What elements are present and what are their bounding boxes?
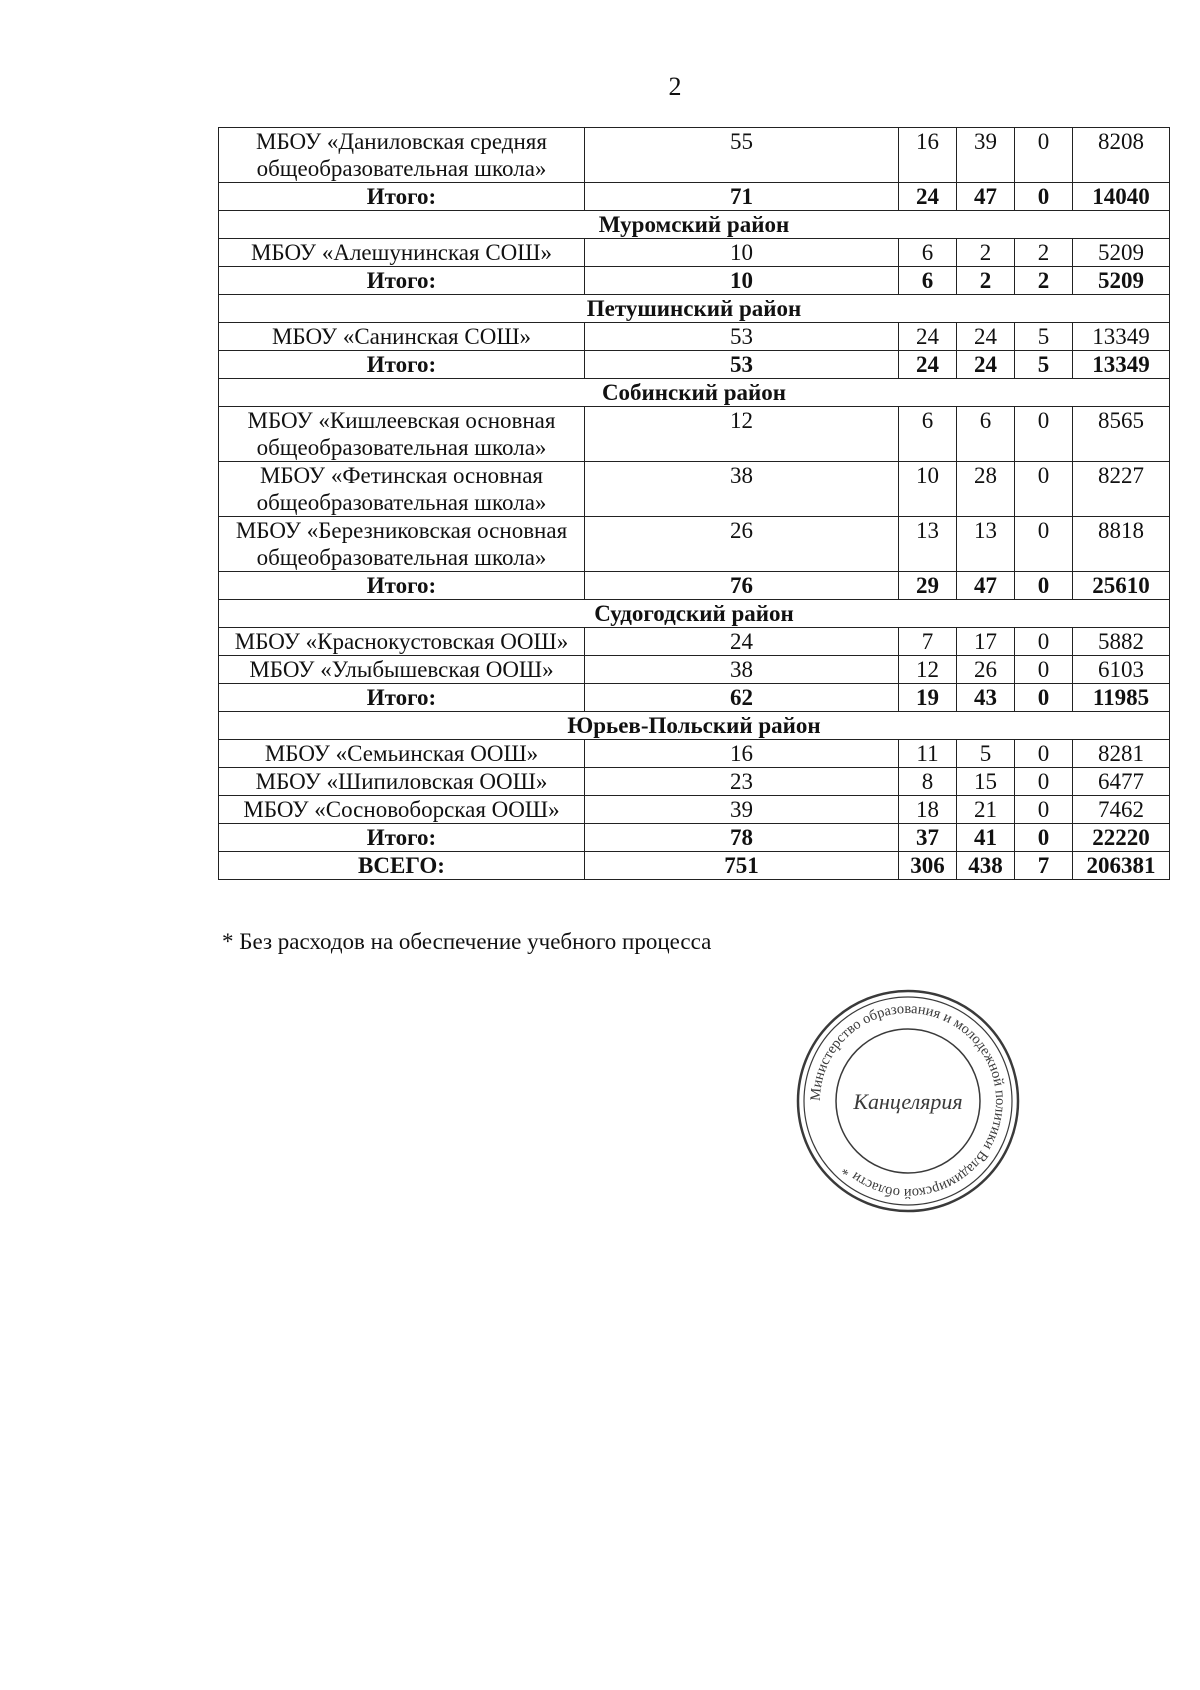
count-col3-cell: 47 bbox=[957, 572, 1015, 600]
footnote: * Без расходов на обеспечение учебного процесса bbox=[222, 929, 712, 954]
count-col4-cell: 0 bbox=[1015, 517, 1073, 572]
amount-cell: 8227 bbox=[1073, 462, 1170, 517]
amount-cell: 14040 bbox=[1073, 183, 1170, 211]
count-total-cell: 78 bbox=[585, 824, 899, 852]
amount-cell: 206381 bbox=[1073, 852, 1170, 880]
count-col2-cell: 10 bbox=[899, 462, 957, 517]
count-col4-cell: 2 bbox=[1015, 239, 1073, 267]
count-col2-cell: 6 bbox=[899, 267, 957, 295]
count-col4-cell: 5 bbox=[1015, 351, 1073, 379]
count-col2-cell: 7 bbox=[899, 628, 957, 656]
count-col3-cell: 41 bbox=[957, 824, 1015, 852]
school-name-cell: Итого: bbox=[219, 572, 585, 600]
count-total-cell: 53 bbox=[585, 323, 899, 351]
school-name-cell: МБОУ «Даниловская средняя общеобразовательная школа» bbox=[219, 128, 585, 183]
count-total-cell: 53 bbox=[585, 351, 899, 379]
school-name-cell: Итого: bbox=[219, 824, 585, 852]
table-row bbox=[219, 462, 1170, 517]
table-row bbox=[219, 407, 1170, 462]
table-row bbox=[219, 768, 1170, 796]
school-name-cell: МБОУ «Сосновоборская ООШ» bbox=[219, 796, 585, 824]
amount-cell: 5209 bbox=[1073, 239, 1170, 267]
count-col2-cell: 24 bbox=[899, 351, 957, 379]
table-row bbox=[219, 323, 1170, 351]
count-col3-cell: 6 bbox=[957, 407, 1015, 462]
schools-table bbox=[218, 127, 1170, 880]
region-name: Судогодский район bbox=[219, 600, 1170, 628]
school-name-cell: Итого: bbox=[219, 183, 585, 211]
total-row bbox=[219, 351, 1170, 379]
school-name-cell: МБОУ «Кишлеевская основная общеобразовательная школа» bbox=[219, 407, 585, 462]
total-row bbox=[219, 183, 1170, 211]
school-name-cell: МБОУ «Фетинская основная общеобразовательная школа» bbox=[219, 462, 585, 517]
school-name-cell: МБОУ «Березниковская основная общеобразовательная школа» bbox=[219, 517, 585, 572]
amount-cell: 13349 bbox=[1073, 323, 1170, 351]
count-col3-cell: 26 bbox=[957, 656, 1015, 684]
amount-cell: 11985 bbox=[1073, 684, 1170, 712]
count-col4-cell: 0 bbox=[1015, 796, 1073, 824]
count-col3-cell: 28 bbox=[957, 462, 1015, 517]
count-col2-cell: 24 bbox=[899, 323, 957, 351]
school-name-cell: МБОУ «Семьинская ООШ» bbox=[219, 740, 585, 768]
count-col3-cell: 24 bbox=[957, 351, 1015, 379]
count-col2-cell: 8 bbox=[899, 768, 957, 796]
table-row bbox=[219, 796, 1170, 824]
office-stamp bbox=[792, 985, 1024, 1217]
region-name: Юрьев-Польский район bbox=[219, 712, 1170, 740]
total-row bbox=[219, 684, 1170, 712]
count-total-cell: 16 bbox=[585, 740, 899, 768]
count-col3-cell: 21 bbox=[957, 796, 1015, 824]
count-total-cell: 26 bbox=[585, 517, 899, 572]
table-row bbox=[219, 656, 1170, 684]
region-header-row bbox=[219, 600, 1170, 628]
region-header-row bbox=[219, 295, 1170, 323]
count-col2-cell: 6 bbox=[899, 407, 957, 462]
amount-cell: 13349 bbox=[1073, 351, 1170, 379]
count-col3-cell: 39 bbox=[957, 128, 1015, 183]
amount-cell: 7462 bbox=[1073, 796, 1170, 824]
count-total-cell: 10 bbox=[585, 239, 899, 267]
count-col2-cell: 16 bbox=[899, 128, 957, 183]
school-name-cell: Итого: bbox=[219, 684, 585, 712]
count-total-cell: 23 bbox=[585, 768, 899, 796]
total-row bbox=[219, 852, 1170, 880]
count-total-cell: 76 bbox=[585, 572, 899, 600]
amount-cell: 8565 bbox=[1073, 407, 1170, 462]
count-col3-cell: 24 bbox=[957, 323, 1015, 351]
count-col3-cell: 13 bbox=[957, 517, 1015, 572]
count-col2-cell: 12 bbox=[899, 656, 957, 684]
count-col4-cell: 7 bbox=[1015, 852, 1073, 880]
amount-cell: 25610 bbox=[1073, 572, 1170, 600]
count-col4-cell: 2 bbox=[1015, 267, 1073, 295]
count-total-cell: 24 bbox=[585, 628, 899, 656]
school-name-cell: МБОУ «Краснокустовская ООШ» bbox=[219, 628, 585, 656]
count-total-cell: 55 bbox=[585, 128, 899, 183]
school-name-cell: МБОУ «Улыбышевская ООШ» bbox=[219, 656, 585, 684]
count-col4-cell: 0 bbox=[1015, 824, 1073, 852]
table-body bbox=[219, 128, 1170, 880]
school-name-cell: МБОУ «Санинская СОШ» bbox=[219, 323, 585, 351]
amount-cell: 22220 bbox=[1073, 824, 1170, 852]
count-total-cell: 38 bbox=[585, 462, 899, 517]
count-col4-cell: 5 bbox=[1015, 323, 1073, 351]
count-total-cell: 62 bbox=[585, 684, 899, 712]
count-total-cell: 751 bbox=[585, 852, 899, 880]
table-row bbox=[219, 628, 1170, 656]
school-name-cell: МБОУ «Шипиловская ООШ» bbox=[219, 768, 585, 796]
count-col2-cell: 6 bbox=[899, 239, 957, 267]
count-col3-cell: 47 bbox=[957, 183, 1015, 211]
school-name-cell: Итого: bbox=[219, 267, 585, 295]
count-total-cell: 12 bbox=[585, 407, 899, 462]
count-col4-cell: 0 bbox=[1015, 656, 1073, 684]
school-name-cell: ВСЕГО: bbox=[219, 852, 585, 880]
count-col4-cell: 0 bbox=[1015, 768, 1073, 796]
table-row bbox=[219, 740, 1170, 768]
amount-cell: 8818 bbox=[1073, 517, 1170, 572]
count-col4-cell: 0 bbox=[1015, 128, 1073, 183]
stamp-ring-text: Министерство образования и молодежной политики Владимирской области * bbox=[807, 1000, 1009, 1202]
region-header-row bbox=[219, 379, 1170, 407]
page-number: 2 bbox=[668, 72, 682, 101]
count-col2-cell: 306 bbox=[899, 852, 957, 880]
count-col3-cell: 17 bbox=[957, 628, 1015, 656]
region-header-row bbox=[219, 211, 1170, 239]
table-row bbox=[219, 128, 1170, 183]
count-col2-cell: 37 bbox=[899, 824, 957, 852]
amount-cell: 6477 bbox=[1073, 768, 1170, 796]
region-name: Петушинский район bbox=[219, 295, 1170, 323]
count-col4-cell: 0 bbox=[1015, 628, 1073, 656]
total-row bbox=[219, 572, 1170, 600]
count-col2-cell: 24 bbox=[899, 183, 957, 211]
stamp-center-text: Канцелярия bbox=[853, 1089, 963, 1114]
count-col2-cell: 19 bbox=[899, 684, 957, 712]
count-col2-cell: 29 bbox=[899, 572, 957, 600]
amount-cell: 5882 bbox=[1073, 628, 1170, 656]
count-col2-cell: 18 bbox=[899, 796, 957, 824]
count-total-cell: 38 bbox=[585, 656, 899, 684]
amount-cell: 5209 bbox=[1073, 267, 1170, 295]
school-name-cell: Итого: bbox=[219, 351, 585, 379]
count-col2-cell: 13 bbox=[899, 517, 957, 572]
amount-cell: 8208 bbox=[1073, 128, 1170, 183]
count-total-cell: 39 bbox=[585, 796, 899, 824]
count-col4-cell: 0 bbox=[1015, 183, 1073, 211]
count-col3-cell: 2 bbox=[957, 267, 1015, 295]
count-col3-cell: 2 bbox=[957, 239, 1015, 267]
count-total-cell: 10 bbox=[585, 267, 899, 295]
count-col3-cell: 43 bbox=[957, 684, 1015, 712]
region-name: Муромский район bbox=[219, 211, 1170, 239]
count-col4-cell: 0 bbox=[1015, 684, 1073, 712]
school-name-cell: МБОУ «Алешунинская СОШ» bbox=[219, 239, 585, 267]
count-col3-cell: 5 bbox=[957, 740, 1015, 768]
table-row bbox=[219, 239, 1170, 267]
count-col4-cell: 0 bbox=[1015, 740, 1073, 768]
count-total-cell: 71 bbox=[585, 183, 899, 211]
count-col4-cell: 0 bbox=[1015, 462, 1073, 517]
count-col4-cell: 0 bbox=[1015, 572, 1073, 600]
region-header-row bbox=[219, 712, 1170, 740]
count-col4-cell: 0 bbox=[1015, 407, 1073, 462]
total-row bbox=[219, 267, 1170, 295]
table-row bbox=[219, 517, 1170, 572]
region-name: Собинский район bbox=[219, 379, 1170, 407]
count-col2-cell: 11 bbox=[899, 740, 957, 768]
amount-cell: 6103 bbox=[1073, 656, 1170, 684]
count-col3-cell: 438 bbox=[957, 852, 1015, 880]
total-row bbox=[219, 824, 1170, 852]
count-col3-cell: 15 bbox=[957, 768, 1015, 796]
amount-cell: 8281 bbox=[1073, 740, 1170, 768]
